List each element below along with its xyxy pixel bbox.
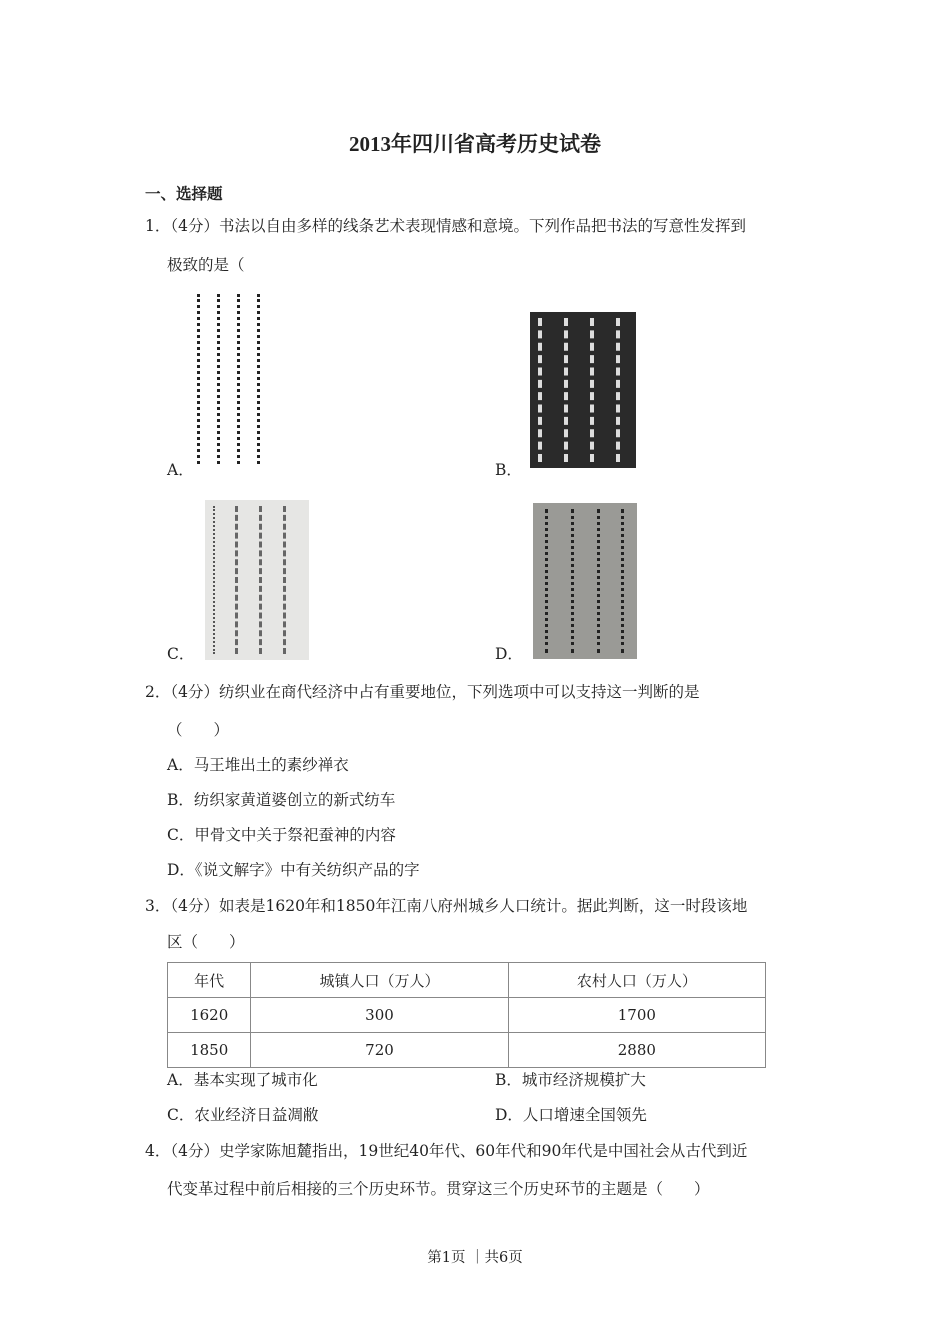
option-a-label[interactable]: A． [167,461,194,479]
option-a[interactable]: A．马王堆出土的素纱禅衣 [167,756,349,774]
section-heading: 一、选择题 [145,184,223,203]
question-1 [145,216,746,236]
table-header: 年代 [168,963,251,998]
question-number: 3． [145,897,171,915]
table-cell: 300 [251,998,508,1033]
table-header: 城镇人口（万人） [251,963,508,998]
question-stem: （4分）史学家陈旭麓指出，19世纪40年代、60年代和90年代是中国社会从古代到近 [170,1142,748,1160]
table-row [168,998,766,1033]
question-stem: （4分）如表是1620年和1850年江南八府州城乡人口统计。据此判断，这一时段该地 [170,897,748,915]
population-table [167,962,766,1068]
table-cell: 720 [251,1033,508,1068]
question-stem-cont: 代变革过程中前后相接的三个历史环节。贯穿这三个历史环节的主题是（ ） [167,1180,710,1198]
question-stem-cont: 区（ ） [167,933,245,951]
table-cell: 2880 [508,1033,765,1068]
option-a[interactable]: A．基本实现了城市化 [167,1071,318,1089]
question-stem-cont: （ ） [167,721,230,739]
question-2 [145,682,700,702]
table-header-row [168,963,766,998]
option-b[interactable]: B．城市经济规模扩大 [495,1071,646,1089]
page-title: 2013年四川省高考历史试卷 [349,132,601,156]
table-cell: 1700 [508,998,765,1033]
option-b[interactable]: B．纺织家黄道婆创立的新式纺车 [167,791,396,809]
calligraphy-image-d [533,503,637,659]
option-b-label[interactable]: B． [495,461,522,479]
option-c-label[interactable]: C． [167,645,195,663]
question-stem: （4分）书法以自由多样的线条艺术表现情感和意境。下列作品把书法的写意性发挥到 [170,217,746,235]
page-footer: 第1页 ｜共6页 [427,1250,523,1266]
option-d-label[interactable]: D． [495,645,523,663]
table-cell: 1850 [168,1033,251,1068]
option-c[interactable]: C．甲骨文中关于祭祀蚕神的内容 [167,826,396,844]
calligraphy-image-c [205,500,309,660]
question-stem: （4分）纺织业在商代经济中占有重要地位，下列选项中可以支持这一判断的是 [170,683,700,701]
question-number: 2． [145,683,171,701]
table-row [168,1033,766,1068]
question-4 [145,1141,747,1161]
question-3 [145,896,747,916]
table-cell: 1620 [168,998,251,1033]
option-d[interactable]: D．《说文解字》中有关纺织产品的字 [167,861,420,879]
option-d[interactable]: D．人口增速全国领先 [495,1106,647,1124]
question-stem-cont: 极致的是（ [167,256,245,274]
question-number: 4． [145,1142,171,1160]
option-c[interactable]: C．农业经济日益凋敝 [167,1106,319,1124]
question-number: 1． [145,217,171,235]
calligraphy-image-b [530,312,636,468]
calligraphy-image-a [193,288,283,470]
table-header: 农村人口（万人） [508,963,765,998]
